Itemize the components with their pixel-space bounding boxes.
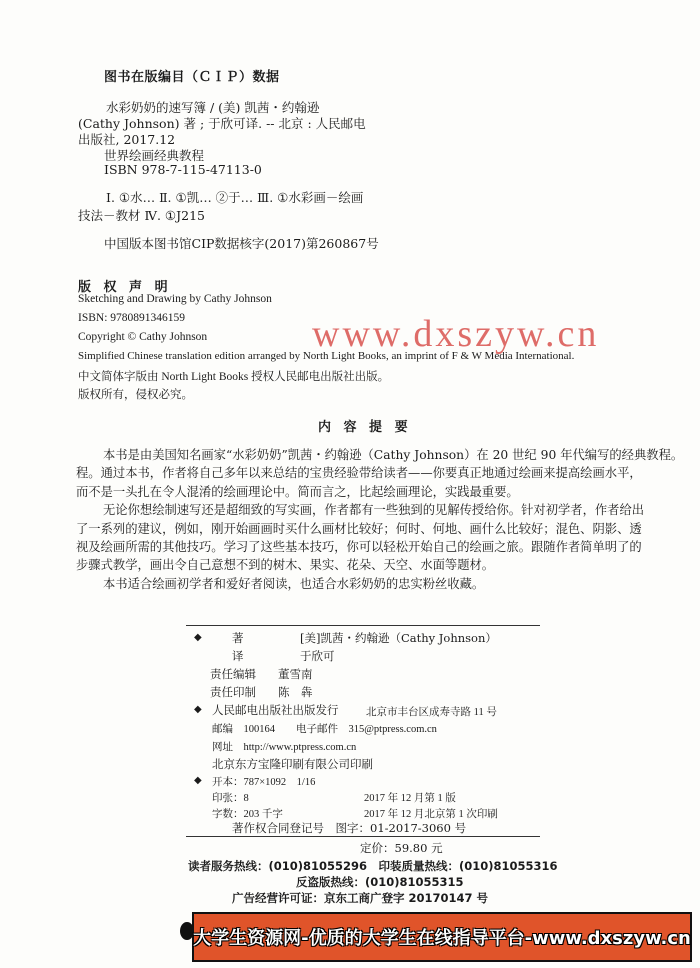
publisher: 人民邮电出版社出版发行 xyxy=(212,703,339,717)
cip-title: 图书在版编目（ＣＩＰ）数据 xyxy=(104,70,280,85)
word-count: 字数：203 千字 xyxy=(212,809,283,820)
watermark-text: www.dxszyw.cn xyxy=(312,313,600,355)
summary-heading: 内 容 提 要 xyxy=(318,420,412,435)
cip-record-number: 中国版本图书馆CIP数据核字(2017)第260867号 xyxy=(104,236,379,251)
cip-classification-2: 技法－教材 Ⅳ. ①J215 xyxy=(78,208,205,223)
author-value: [美]凯茜・约翰逊（Cathy Johnson） xyxy=(300,631,497,645)
reader-hotline: 读者服务热线：(010)81055296 印装质量热线：(010)81055316 xyxy=(188,859,558,873)
contract-number: 著作权合同登记号 图字：01-2017-3060 号 xyxy=(232,821,467,835)
summary-p2-line2: 了一系列的建议，例如，刚开始画画时买什么画材比较好；何时、何地、画什么比较好；混色、阴影、透 xyxy=(76,522,642,536)
sheets: 印张：8 xyxy=(212,793,249,804)
copyright-arrangement: Simplified Chinese translation edition arranged by North Light Books, an imprint of F & W Media International. xyxy=(78,350,575,362)
author-label: 著 xyxy=(232,631,244,645)
summary-p2-line4: 步骤式教学，画出令自己意想不到的树木、果实、花朵、天空、水面等题材。 xyxy=(76,558,495,572)
summary-p1-line2: 程。通过本书，作者将自己多年以来总结的宝贵经验带给读者——你要真正地通过绘画来提高绘画水平， xyxy=(76,466,642,480)
summary-p2-line1: 无论你想绘制速写还是超细致的写实画，作者都有一些独到的见解传授给你。针对初学者，作者给出 xyxy=(103,503,645,517)
format: 开本：787×1092 1/16 xyxy=(212,777,316,788)
publisher-address: 北京市丰台区成寿寺路 11 号 xyxy=(366,707,497,718)
printer: 北京东方宝隆印刷有限公司印刷 xyxy=(212,757,373,771)
summary-p1-line3: 而不是一头扎在令人混淆的绘画理论中。简而言之，比起绘画理论，实践最重要。 xyxy=(76,485,519,499)
edition: 2017 年 12 月第 1 版 xyxy=(364,793,456,804)
cip-line-1: 水彩奶奶的速写簿 / (美) 凯茜・约翰逊 xyxy=(106,100,320,115)
cip-line-3: 出版社, 2017.12 xyxy=(78,132,176,147)
copyright-title-line: Sketching and Drawing by Cathy Johnson xyxy=(78,293,272,305)
cip-line-2: (Cathy Johnson) 著 ; 于欣可译. -- 北京 : 人民邮电 xyxy=(78,116,366,131)
print-run: 2017 年 12 月北京第 1 次印刷 xyxy=(364,809,498,820)
summary-p3: 本书适合绘画初学者和爱好者阅读，也适合水彩奶奶的忠实粉丝收藏。 xyxy=(103,577,485,591)
copyright-isbn: ISBN: 9780891346159 xyxy=(78,312,186,324)
imprint-top-rule xyxy=(186,625,540,626)
postcode-email: 邮编 100164 电子邮件 315@ptpress.com.cn xyxy=(212,724,437,735)
translator-value: 于欣可 xyxy=(300,649,335,663)
bullet-diamond-icon: ◆ xyxy=(194,775,202,786)
printing-label: 责任印制 xyxy=(210,685,256,699)
summary-p1-line1: 本书是由美国知名画家“水彩奶奶”凯茜・约翰逊（Cathy Johnson）在 20 世纪 90 年代编写的经典教程。 xyxy=(103,448,684,462)
editor-label: 责任编辑 xyxy=(210,667,256,681)
editor-value: 董雪南 xyxy=(278,667,313,681)
site-banner[interactable] xyxy=(192,912,692,962)
bullet-diamond-icon: ◆ xyxy=(194,704,202,715)
copyright-heading: 版 权 声 明 xyxy=(78,280,172,295)
copyright-owner: Copyright © Cathy Johnson xyxy=(78,331,208,343)
cip-series: 世界绘画经典教程 xyxy=(104,148,205,163)
bullet-diamond-icon: ◆ xyxy=(194,632,202,643)
translator-label: 译 xyxy=(232,649,244,663)
imprint-bottom-rule xyxy=(186,836,540,837)
cip-isbn: ISBN 978-7-115-47113-0 xyxy=(104,162,262,177)
summary-p2-line3: 视及绘画所需的其他技巧。学习了这些基本技巧，你可以轻松开始自己的绘画之旅。跟随作者简单明了的 xyxy=(76,540,642,554)
website: 网址 http://www.ptpress.com.cn xyxy=(212,742,357,753)
banner-text: 大学生资源网-优质的大学生在线指导平台-www.dxszyw.cn xyxy=(193,928,691,949)
piracy-hotline: 反盗版热线：(010)81055315 xyxy=(296,875,464,889)
ad-license: 广告经营许可证：京东工商广登字 20170147 号 xyxy=(232,891,489,905)
copyright-rights-reserved: 版权所有，侵权必究。 xyxy=(78,389,193,401)
copyright-authorization: 中文简体字版由 North Light Books 授权人民邮电出版社出版。 xyxy=(78,371,390,383)
cip-classification-1: Ⅰ. ①水… Ⅱ. ①凯… ②于… Ⅲ. ①水彩画－绘画 xyxy=(106,190,364,205)
price: 定价：59.80 元 xyxy=(360,841,443,855)
printing-value: 陈 犇 xyxy=(278,685,313,699)
